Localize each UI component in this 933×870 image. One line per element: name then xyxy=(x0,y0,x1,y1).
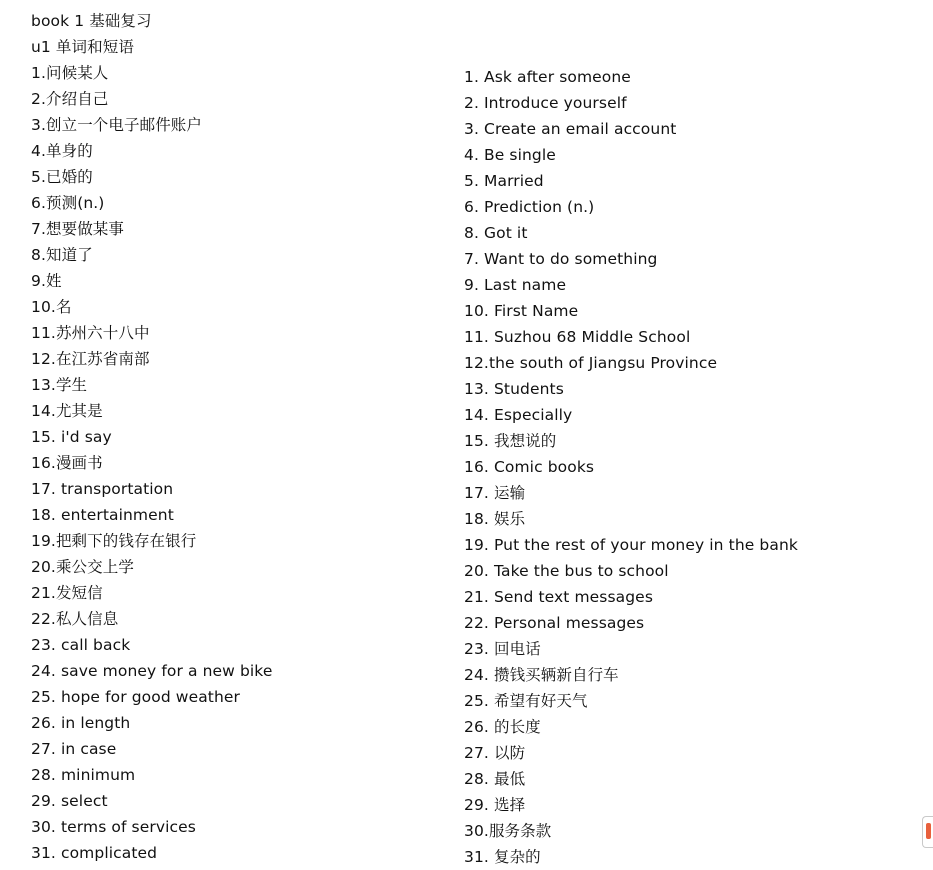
vocab-item-right: 26. 的长度 xyxy=(464,718,541,736)
vocab-item-left: 24. save money for a new bike xyxy=(31,662,273,680)
vocab-item-left: 29. select xyxy=(31,792,108,810)
vocab-item-right: 19. Put the rest of your money in the bank xyxy=(464,536,798,554)
vocab-item-right: 3. Create an email account xyxy=(464,120,677,138)
vocab-item-left: 10.名 xyxy=(31,298,72,316)
vocab-item-right: 8. Got it xyxy=(464,224,528,242)
vocab-item-right: 1. Ask after someone xyxy=(464,68,631,86)
vocab-item-left: 3.创立一个电子邮件账户 xyxy=(31,116,202,134)
vocab-item-left: 25. hope for good weather xyxy=(31,688,241,706)
section-heading: u1 单词和短语 xyxy=(31,38,134,56)
vocab-item-right: 20. Take the bus to school xyxy=(464,562,669,580)
vocab-item-left: 27. in case xyxy=(31,740,117,758)
vocab-item-right: 25. 希望有好天气 xyxy=(464,692,588,710)
vocab-item-left: 11.苏州六十八中 xyxy=(31,324,150,342)
vocab-item-left: 30. terms of services xyxy=(31,818,196,836)
vocab-item-left: 5.已婚的 xyxy=(31,168,93,186)
vocab-item-left: 19.把剩下的钱存在银行 xyxy=(31,532,197,550)
vocab-item-right: 7. Want to do something xyxy=(464,250,658,268)
vocab-item-right: 24. 攒钱买辆新自行车 xyxy=(464,666,619,684)
vocab-item-right: 21. Send text messages xyxy=(464,588,653,606)
vocab-item-left: 26. in length xyxy=(31,714,131,732)
vocab-item-left: 12.在江苏省南部 xyxy=(31,350,150,368)
vocab-item-right: 15. 我想说的 xyxy=(464,432,557,450)
vocab-item-right: 12.the south of Jiangsu Province xyxy=(464,354,718,372)
vocab-item-left: 6.预测(n.) xyxy=(31,194,105,212)
document-title: book 1 基础复习 xyxy=(31,12,152,30)
vocab-item-left: 17. transportation xyxy=(31,480,174,498)
vocab-item-right: 4. Be single xyxy=(464,146,556,164)
vocab-item-left: 15. i'd say xyxy=(31,428,112,446)
vocab-item-right: 14. Especially xyxy=(464,406,573,424)
vocab-item-right: 6. Prediction (n.) xyxy=(464,198,595,216)
vocab-item-left: 21.发短信 xyxy=(31,584,103,602)
vocab-item-right: 28. 最低 xyxy=(464,770,526,788)
vocab-item-right: 18. 娱乐 xyxy=(464,510,526,528)
vocab-item-left: 22.私人信息 xyxy=(31,610,119,628)
vocab-item-right: 16. Comic books xyxy=(464,458,595,476)
vocab-item-right: 9. Last name xyxy=(464,276,567,294)
vocab-item-left: 20.乘公交上学 xyxy=(31,558,134,576)
vocab-item-left: 23. call back xyxy=(31,636,131,654)
vocab-item-right: 27. 以防 xyxy=(464,744,526,762)
vocab-item-right: 10. First Name xyxy=(464,302,579,320)
side-tab-icon[interactable] xyxy=(922,816,933,848)
vocab-item-left: 28. minimum xyxy=(31,766,136,784)
vocab-item-right: 5. Married xyxy=(464,172,544,190)
vocab-item-right: 13. Students xyxy=(464,380,564,398)
vocab-item-left: 4.单身的 xyxy=(31,142,93,160)
vocab-item-left: 13.学生 xyxy=(31,376,88,394)
vocab-item-right: 17. 运输 xyxy=(464,484,526,502)
vocab-item-left: 9.姓 xyxy=(31,272,62,290)
vocab-item-left: 31. complicated xyxy=(31,844,158,862)
vocab-item-left: 18. entertainment xyxy=(31,506,174,524)
vocab-item-right: 31. 复杂的 xyxy=(464,848,541,866)
vocab-item-left: 2.介绍自己 xyxy=(31,90,109,108)
vocab-item-left: 1.问候某人 xyxy=(31,64,109,82)
vocab-item-left: 16.漫画书 xyxy=(31,454,103,472)
vocab-item-right: 2. Introduce yourself xyxy=(464,94,627,112)
vocab-item-right: 23. 回电话 xyxy=(464,640,541,658)
vocab-item-left: 8.知道了 xyxy=(31,246,93,264)
vocab-item-right: 29. 选择 xyxy=(464,796,526,814)
vocab-item-left: 14.尤其是 xyxy=(31,402,103,420)
vocab-item-right: 11. Suzhou 68 Middle School xyxy=(464,328,691,346)
vocab-item-right: 30.服务条款 xyxy=(464,822,552,840)
vocab-item-left: 7.想要做某事 xyxy=(31,220,124,238)
vocab-item-right: 22. Personal messages xyxy=(464,614,645,632)
